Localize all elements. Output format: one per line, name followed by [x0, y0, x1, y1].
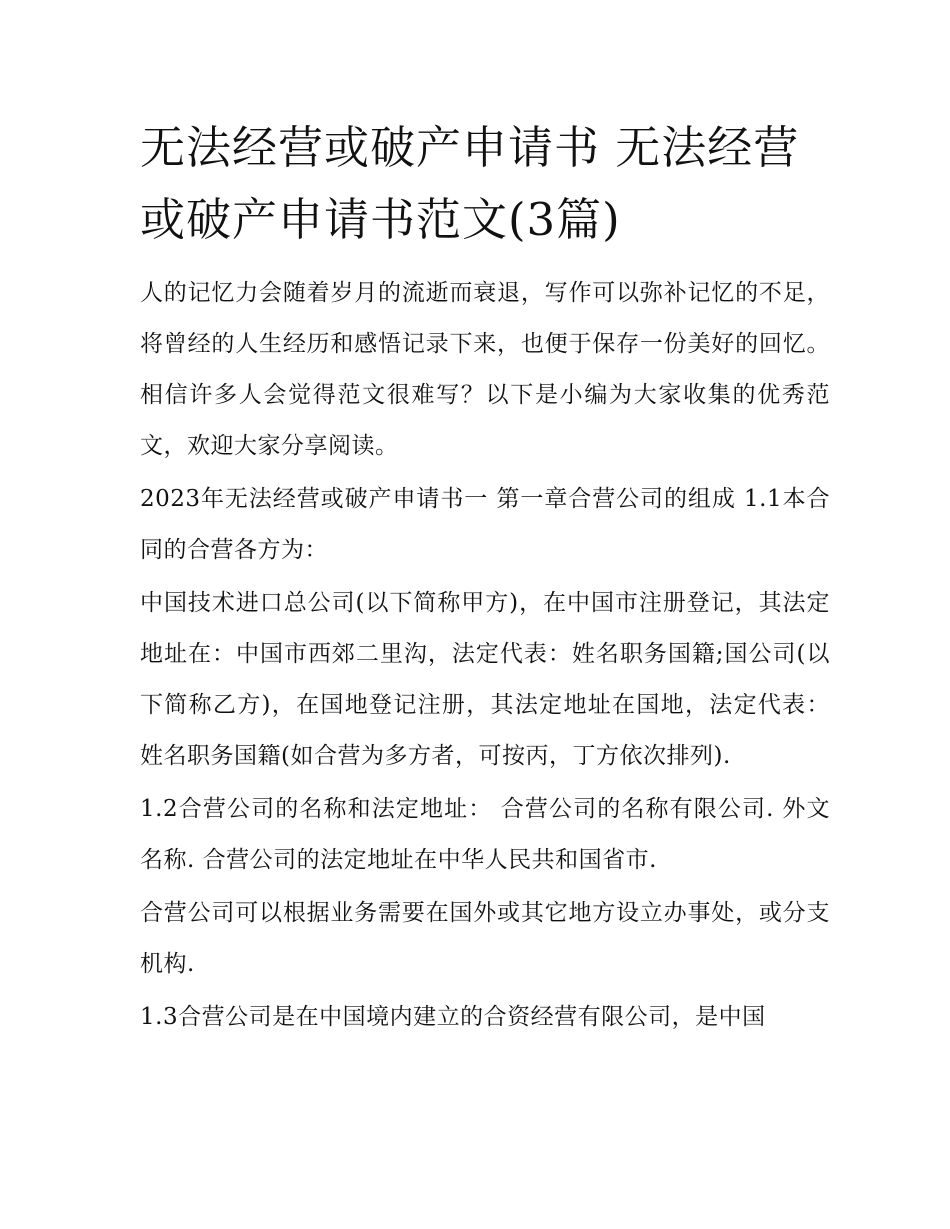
- paragraph-parties: 中国技术进口总公司(以下简称甲方)，在中国市注册登记，其法定地址在：中国市西郊二里沟，法定代表：姓名职务国籍;国公司(以下简称乙方)，在国地登记注册，其法定地址在国地，法定代表：姓名职务国籍(如合营为多方者，可按丙，丁方依次排列).: [140, 590, 830, 769]
- paragraph-branches: 合营公司可以根据业务需要在国外或其它地方设立办事处，或分支机构.: [140, 900, 830, 977]
- document-page: [140, 112, 830, 1045]
- paragraph-chapter-one: 2023年无法经营或破产申请书一 第一章合营公司的组成 1.1本合同的合营各方为：: [140, 486, 830, 563]
- paragraph-name-address: 1.2合营公司的名称和法定地址： 合营公司的名称有限公司. 外文名称. 合营公司的法定地址在中华人民共和国省市.: [140, 796, 830, 873]
- paragraph-intro: 人的记忆力会随着岁月的流逝而衰退，写作可以弥补记忆的不足，将曾经的人生经历和感悟记录下来，也便于保存一份美好的回忆。相信许多人会觉得范文很难写？以下是小编为大家收集的优秀范文，欢迎大家分享阅读。: [140, 280, 830, 459]
- paragraph-limited-company: 1.3合营公司是在中国境内建立的合资经营有限公司，是中国: [140, 1004, 766, 1030]
- document-title: 无法经营或破产申请书 无法经营或破产申请书范文(3篇): [140, 121, 800, 246]
